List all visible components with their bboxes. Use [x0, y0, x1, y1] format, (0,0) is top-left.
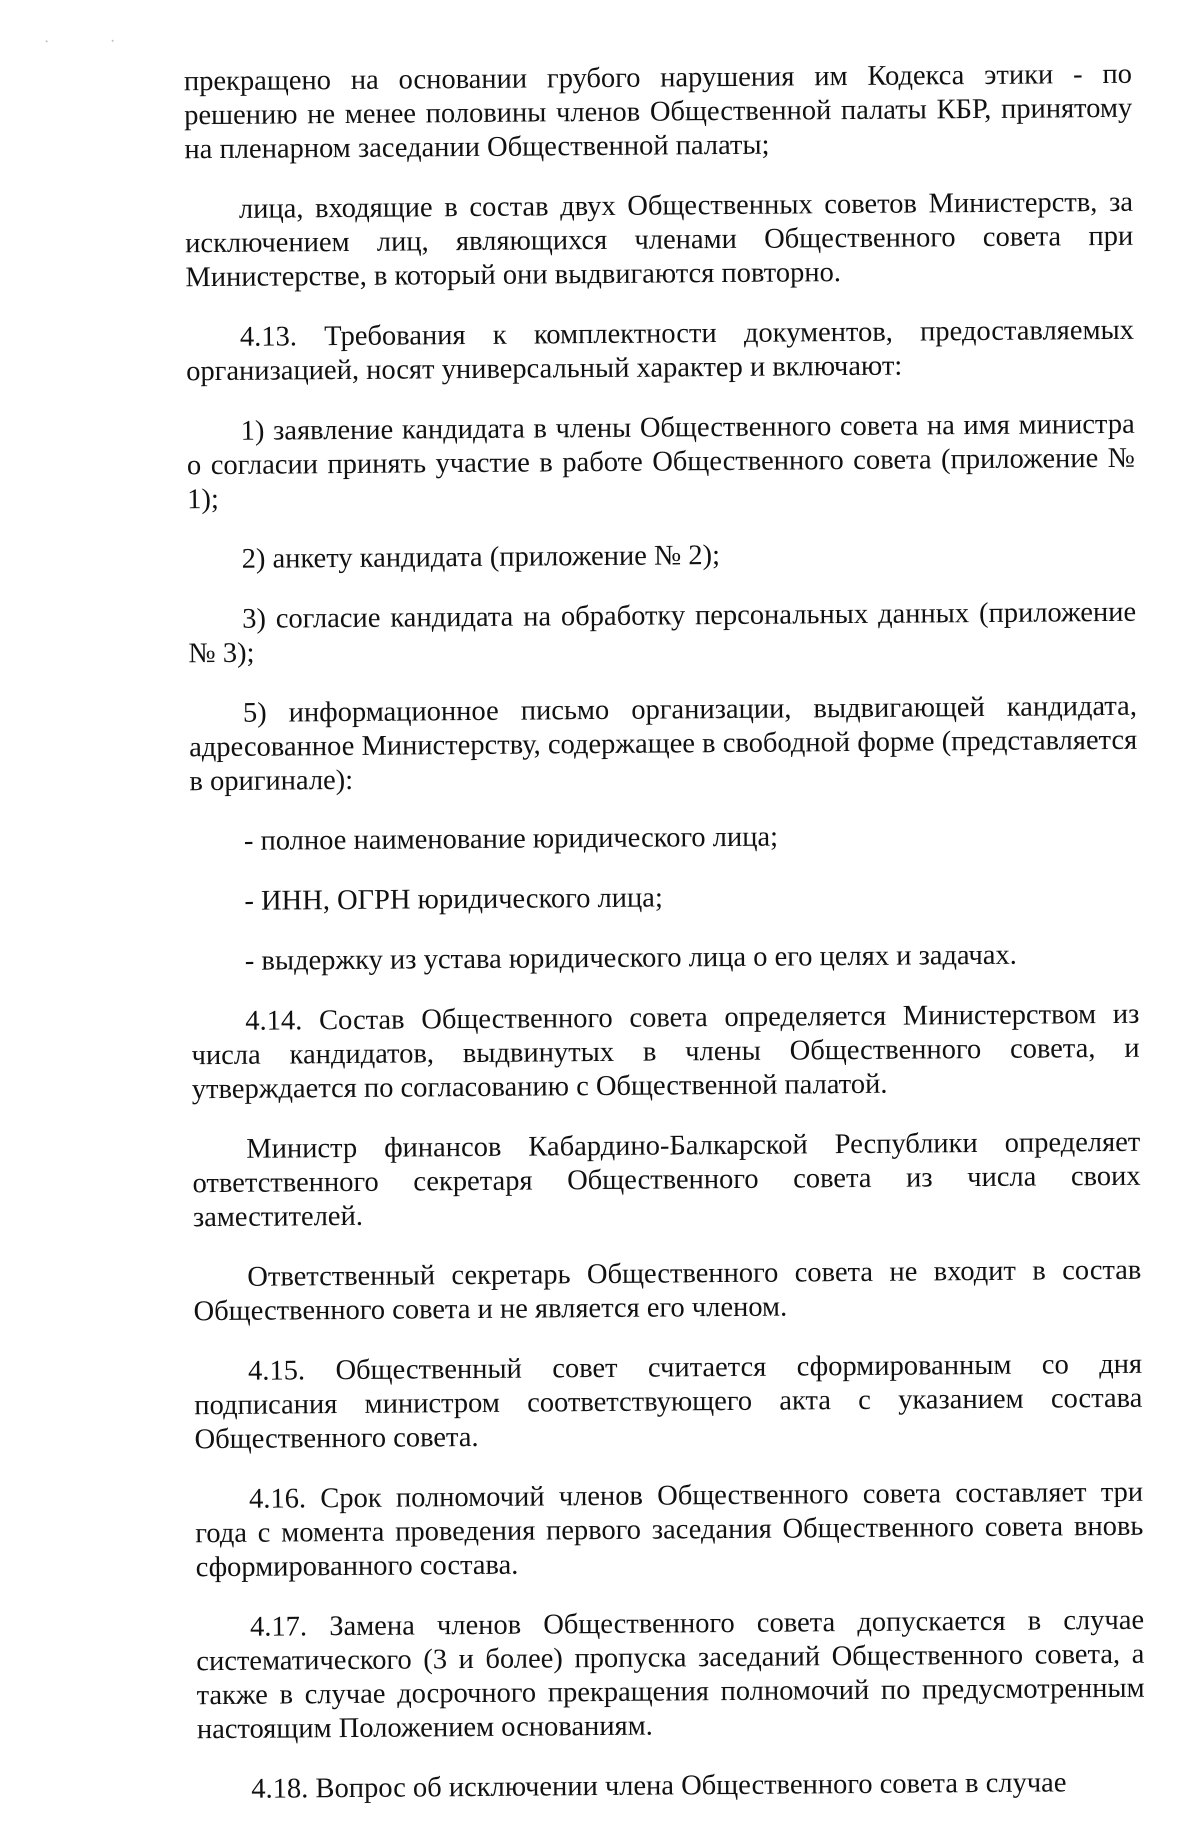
clause-4-15: 4.15. Общественный совет считается сформированным со дня подписания министром соответствующего акта с указанием состава Общественного совета.: [194, 1348, 1143, 1456]
list-subitem-charter: - выдержку из устава юридического лица о его целях и задачах.: [244, 939, 1017, 977]
paragraph-continuation: прекращено на основании грубого нарушения им Кодекса этики - по решению не менее половины членов Общественной палаты КБР, принятому на пленарном заседании Общественной палаты;: [183, 58, 1133, 166]
clause-4-18: 4.18. Вопрос об исключении члена Общественного совета в случае: [251, 1767, 1067, 1805]
scan-speck: [112, 40, 114, 42]
clause-4-16: 4.16. Срок полномочий членов Общественного совета составляет три года с момента проведения первого заседания Общественного совета вновь сформированного состава.: [195, 1476, 1144, 1584]
clause-4-14: 4.14. Состав Общественного совета определяется Министерством из числа кандидатов, выдвинутых в члены Общественного совета, и утверждается по согласованию с Общественной палатой.: [191, 998, 1140, 1106]
list-item-2: 2) анкету кандидата (приложение № 2);: [241, 540, 721, 575]
clause-4-17: 4.17. Замена членов Общественного совета допускается в случае систематического (3 и более) пропуска заседаний Общественного совета, а также в случае досрочного прекращения полномочий по предусмотренным настоящим Положением основаниям.: [196, 1604, 1145, 1746]
scan-speck: [46, 40, 48, 42]
list-item-1: 1) заявление кандидата в члены Общественного совета на имя министра о согласии принять участие в работе Общественного совета (приложение № 1);: [186, 408, 1136, 516]
list-subitem-name: - полное наименование юридического лица;: [243, 821, 779, 857]
paragraph-exclusion: лица, входящие в состав двух Общественных советов Министерств, за исключением лиц, являющихся членами Общественного совета при Министерстве, в который они выдвигаются повторно.: [185, 186, 1134, 294]
list-subitem-inn: - ИНН, ОГРН юридического лица;: [244, 882, 663, 917]
paragraph-minister: Министр финансов Кабардино-Балкарской Республики определяет ответственного секретаря Общественного совета из числа своих заместителей.: [192, 1126, 1141, 1234]
list-item-5: 5) информационное письмо организации, выдвигающей кандидата, адресованное Министерству, содержащее в свободной форме (представляется в оригинале):: [189, 690, 1138, 798]
list-item-3: 3) согласие кандидата на обработку персональных данных (приложение № 3);: [188, 596, 1137, 670]
clause-4-13: 4.13. Требования к комплектности документов, предоставляемых организацией, носят универсальный характер и включают:: [186, 314, 1135, 388]
paragraph-secretary: Ответственный секретарь Общественного совета не входит в состав Общественного совета и не является его членом.: [193, 1254, 1142, 1328]
document-body: [184, 58, 1146, 1833]
